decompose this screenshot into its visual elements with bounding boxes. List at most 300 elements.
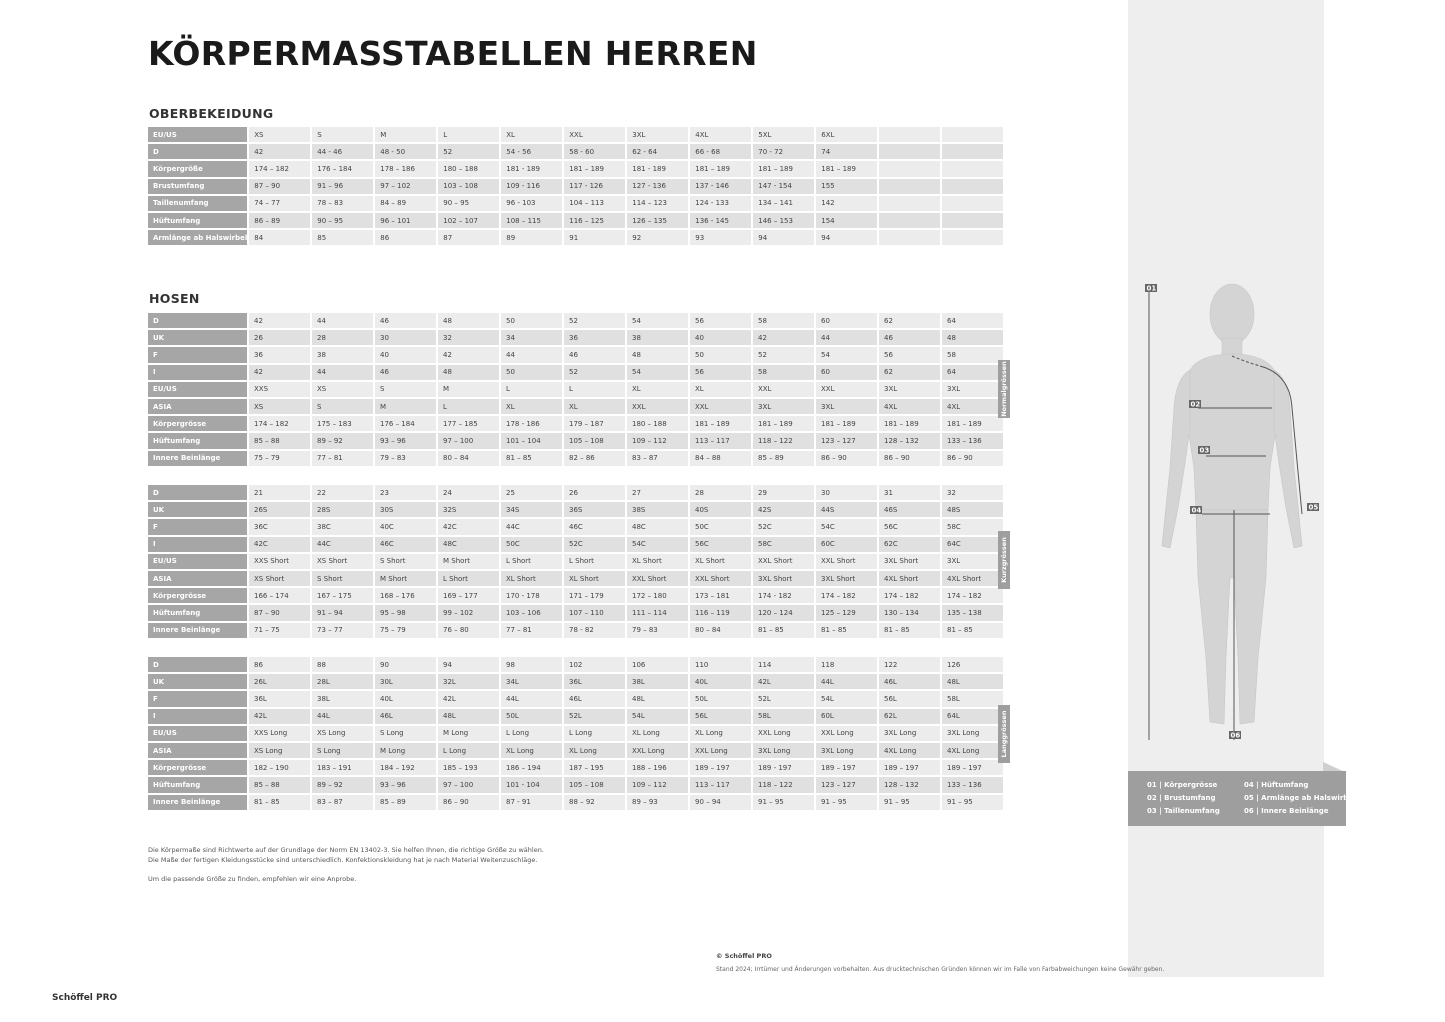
table-row: [148, 554, 1003, 571]
table-cell: 62: [879, 365, 940, 382]
table-row: [148, 709, 1003, 726]
table-cell: 166 – 174: [249, 588, 310, 605]
table-cell: 189 – 197: [942, 760, 1003, 777]
table-cell: 28L: [312, 674, 373, 691]
table-cell: 64C: [942, 537, 1003, 554]
table-row: [148, 399, 1003, 416]
table-cell: M: [438, 382, 499, 399]
row-label: D: [148, 144, 247, 161]
table-cell: S: [375, 382, 436, 399]
table-cell: 50: [501, 313, 562, 330]
table-cell: 130 – 134: [879, 605, 940, 622]
table-cell: 4XL Long: [879, 743, 940, 760]
table-row: [148, 161, 1003, 178]
table-cell: 81 – 85: [942, 623, 1003, 640]
table-cell: 54L: [627, 709, 688, 726]
table-cell: 52: [564, 365, 625, 382]
table-cell: 58L: [753, 709, 814, 726]
table-hosen-lang: [146, 657, 1005, 812]
table-cell: 123 – 127: [816, 433, 877, 450]
table-cell: 3XL: [816, 399, 877, 416]
table-cell: 174 - 182: [753, 588, 814, 605]
row-label: I: [148, 537, 247, 554]
row-label: Hüftumfang: [148, 213, 247, 230]
table-cell: 38C: [312, 519, 373, 536]
table-cell: 44L: [501, 691, 562, 708]
table-cell: M Long: [375, 743, 436, 760]
table-cell: L: [501, 382, 562, 399]
table-cell: 74 – 77: [249, 196, 310, 213]
table-cell: 169 – 177: [438, 588, 499, 605]
table-cell: 48L: [627, 691, 688, 708]
table-cell: 42S: [753, 502, 814, 519]
marker-06: 06: [1230, 731, 1241, 740]
table-cell: 52C: [753, 519, 814, 536]
table-cell: [942, 179, 1003, 196]
table-cell: 183 – 191: [312, 760, 373, 777]
table-row: [148, 674, 1003, 691]
table-cell: XS Short: [249, 571, 310, 588]
table-cell: 56L: [879, 691, 940, 708]
table-cell: 4XL: [690, 127, 751, 144]
copyright: © Schöffel PRO: [716, 952, 772, 960]
table-cell: [942, 127, 1003, 144]
marker-05: 05: [1308, 503, 1319, 512]
table-cell: 179 – 187: [564, 416, 625, 433]
table-cell: XXL Short: [753, 554, 814, 571]
table-cell: 6XL: [816, 127, 877, 144]
table-cell: XL Short: [564, 571, 625, 588]
table-cell: 113 – 117: [690, 777, 751, 794]
table-cell: 81 – 85: [753, 623, 814, 640]
table-cell: L: [438, 399, 499, 416]
table-cell: [879, 213, 940, 230]
table-cell: 126: [942, 657, 1003, 674]
row-label: Körpergröße: [148, 161, 247, 178]
table-cell: 28: [312, 330, 373, 347]
table-cell: [942, 230, 1003, 247]
table-cell: 62: [879, 313, 940, 330]
table-row: [148, 519, 1003, 536]
table-cell: XXL Long: [816, 726, 877, 743]
table-cell: 181 – 189: [816, 416, 877, 433]
table-cell: XS Short: [312, 554, 373, 571]
table-cell: 4XL: [879, 399, 940, 416]
table-cell: 86: [375, 230, 436, 247]
table-cell: XL: [501, 127, 562, 144]
row-label: UK: [148, 674, 247, 691]
table-cell: 90 – 94: [690, 795, 751, 812]
table-cell: 181 – 189: [879, 416, 940, 433]
table-cell: 4XL: [942, 399, 1003, 416]
table-cell: 3XL: [942, 554, 1003, 571]
table-cell: 136 - 145: [690, 213, 751, 230]
table-cell: 26L: [249, 674, 310, 691]
table-cell: 105 – 108: [564, 433, 625, 450]
table-cell: 85 – 88: [249, 777, 310, 794]
disclaimer: Stand 2024; Irrtümer und Änderungen vorbehalten. Aus drucktechnischen Gründen können wir im Falle von Farbabweichungen keine Gewähr geben.: [716, 966, 1165, 973]
table-cell: 128 – 132: [879, 777, 940, 794]
table-row: [148, 657, 1003, 674]
table-cell: XL Long: [564, 743, 625, 760]
row-label: EU/US: [148, 554, 247, 571]
table-cell: 84 – 88: [690, 451, 751, 468]
table-cell: 56: [690, 365, 751, 382]
row-label: Körpergrösse: [148, 588, 247, 605]
table-row: [148, 230, 1003, 247]
table-cell: M Short: [438, 554, 499, 571]
table-cell: 174 – 182: [942, 588, 1003, 605]
table-cell: L Short: [564, 554, 625, 571]
table-cell: 120 – 124: [753, 605, 814, 622]
table-cell: 4XL Short: [942, 571, 1003, 588]
table-cell: 3XL Short: [753, 571, 814, 588]
row-label: UK: [148, 330, 247, 347]
table-cell: 54: [627, 365, 688, 382]
table-cell: 116 – 119: [690, 605, 751, 622]
row-label: F: [148, 691, 247, 708]
table-cell: 91 – 94: [312, 605, 373, 622]
table-cell: 60L: [816, 709, 877, 726]
table-row: [148, 313, 1003, 330]
table-cell: 97 – 102: [375, 179, 436, 196]
table-cell: 86: [249, 657, 310, 674]
table-cell: 60: [816, 313, 877, 330]
marker-03: 03: [1199, 446, 1210, 455]
table-cell: 79 – 83: [627, 623, 688, 640]
table-cell: [942, 213, 1003, 230]
table-cell: 73 – 77: [312, 623, 373, 640]
table-row: [148, 588, 1003, 605]
row-label: Innere Beinlänge: [148, 451, 247, 468]
table-cell: 133 – 136: [942, 433, 1003, 450]
table-cell: 174 – 182: [816, 588, 877, 605]
table-cell: 93: [690, 230, 751, 247]
table-cell: 28S: [312, 502, 373, 519]
table-cell: 186 – 194: [501, 760, 562, 777]
table-cell: 189 - 197: [753, 760, 814, 777]
table-cell: 181 - 189: [627, 161, 688, 178]
table-cell: 58: [942, 347, 1003, 364]
table-cell: 71 – 75: [249, 623, 310, 640]
table-cell: 40C: [375, 519, 436, 536]
table-cell: 24: [438, 485, 499, 502]
table-cell: 3XL: [627, 127, 688, 144]
table-cell: 79 – 83: [375, 451, 436, 468]
table-cell: [942, 144, 1003, 161]
table-cell: 64L: [942, 709, 1003, 726]
table-cell: 46S: [879, 502, 940, 519]
table-cell: 3XL Short: [816, 571, 877, 588]
table-cell: 30L: [375, 674, 436, 691]
row-label: D: [148, 657, 247, 674]
table-cell: 48S: [942, 502, 1003, 519]
table-cell: 77 – 81: [501, 623, 562, 640]
table-cell: L Long: [564, 726, 625, 743]
table-cell: 42: [249, 365, 310, 382]
table-cell: 48L: [942, 674, 1003, 691]
table-row: [148, 179, 1003, 196]
table-cell: XXS Long: [249, 726, 310, 743]
table-cell: XXL: [816, 382, 877, 399]
table-cell: [942, 196, 1003, 213]
row-label: Innere Beinlänge: [148, 795, 247, 812]
table-cell: 52: [438, 144, 499, 161]
table-row: [148, 726, 1003, 743]
table-cell: [879, 127, 940, 144]
table-cell: 76 – 80: [438, 623, 499, 640]
table-cell: 118 – 122: [753, 777, 814, 794]
table-cell: 85 – 88: [249, 433, 310, 450]
table-cell: 80 – 84: [690, 623, 751, 640]
table-row: [148, 382, 1003, 399]
table-cell: 3XL: [942, 382, 1003, 399]
table-cell: 78 – 83: [312, 196, 373, 213]
table-cell: S Short: [375, 554, 436, 571]
table-cell: 58 - 60: [564, 144, 625, 161]
table-cell: L: [438, 127, 499, 144]
table-cell: 30: [375, 330, 436, 347]
table-cell: 91 – 95: [816, 795, 877, 812]
table-cell: 122: [879, 657, 940, 674]
table-cell: 48C: [438, 537, 499, 554]
section-title-hosen: HOSEN: [149, 291, 200, 306]
table-cell: 26: [564, 485, 625, 502]
table-row: [148, 537, 1003, 554]
table-cell: 107 – 110: [564, 605, 625, 622]
table-cell: XXL: [753, 382, 814, 399]
notes: [148, 845, 544, 884]
table-cell: 90 – 95: [438, 196, 499, 213]
table-cell: 46L: [375, 709, 436, 726]
table-cell: 40L: [375, 691, 436, 708]
legend-item-06: 06 | Innere Beinlänge: [1244, 807, 1329, 815]
table-cell: XS: [249, 127, 310, 144]
table-cell: 28: [690, 485, 751, 502]
table-cell: 4XL Long: [942, 743, 1003, 760]
table-cell: 147 - 154: [753, 179, 814, 196]
table-cell: 56: [690, 313, 751, 330]
table-cell: XXL Long: [753, 726, 814, 743]
table-cell: L Long: [501, 726, 562, 743]
table-cell: 60C: [816, 537, 877, 554]
table-cell: 54 - 56: [501, 144, 562, 161]
table-cell: 125 – 129: [816, 605, 877, 622]
table-cell: XS: [249, 399, 310, 416]
table-cell: 54: [627, 313, 688, 330]
legend-item-02: 02 | Brustumfang: [1147, 794, 1216, 802]
table-cell: 86 – 90: [438, 795, 499, 812]
table-cell: 181 – 189: [690, 416, 751, 433]
row-label: Innere Beinlänge: [148, 623, 247, 640]
table-cell: 44L: [816, 674, 877, 691]
table-row: [148, 127, 1003, 144]
row-label: Hüftumfang: [148, 605, 247, 622]
table-cell: 38L: [312, 691, 373, 708]
table-cell: 103 – 106: [501, 605, 562, 622]
table-cell: 48L: [438, 709, 499, 726]
marker-04: 04: [1191, 506, 1202, 515]
table-cell: 3XL Long: [816, 743, 877, 760]
table-cell: 54C: [627, 537, 688, 554]
table-cell: 87 - 91: [501, 795, 562, 812]
table-cell: 185 – 193: [438, 760, 499, 777]
table-cell: 54L: [816, 691, 877, 708]
table-cell: 44 - 46: [312, 144, 373, 161]
table-cell: 83 – 87: [312, 795, 373, 812]
table-cell: 167 – 175: [312, 588, 373, 605]
table-cell: 60: [816, 365, 877, 382]
table-cell: 181 – 189: [816, 161, 877, 178]
table-cell: 58C: [753, 537, 814, 554]
table-cell: 80 – 84: [438, 451, 499, 468]
table-cell: XS Long: [312, 726, 373, 743]
human-silhouette-icon: [1162, 284, 1302, 724]
row-label: ASIA: [148, 743, 247, 760]
table-cell: 189 – 197: [879, 760, 940, 777]
table-cell: 95 – 98: [375, 605, 436, 622]
table-cell: 146 – 153: [753, 213, 814, 230]
table-cell: 42L: [249, 709, 310, 726]
table-cell: 91 – 95: [753, 795, 814, 812]
table-row: [148, 213, 1003, 230]
table-cell: 174 – 182: [249, 161, 310, 178]
table-cell: 78 - 82: [564, 623, 625, 640]
table-cell: [879, 179, 940, 196]
table-cell: 176 – 184: [312, 161, 373, 178]
table-cell: 172 – 180: [627, 588, 688, 605]
measurement-legend: [1128, 771, 1356, 826]
table-cell: 85 – 89: [753, 451, 814, 468]
table-oberbekleidung: [146, 127, 1005, 247]
table-cell: 44: [312, 365, 373, 382]
table-cell: S Long: [312, 743, 373, 760]
table-cell: 48 - 50: [375, 144, 436, 161]
table-cell: 50L: [501, 709, 562, 726]
table-cell: 180 – 188: [438, 161, 499, 178]
table-cell: 189 – 197: [816, 760, 877, 777]
table-cell: 36L: [564, 674, 625, 691]
table-cell: 34S: [501, 502, 562, 519]
table-cell: 4XL Short: [879, 571, 940, 588]
table-cell: 114 – 123: [627, 196, 688, 213]
table-cell: 87 – 90: [249, 605, 310, 622]
table-cell: 99 – 102: [438, 605, 499, 622]
table-cell: 62 - 64: [627, 144, 688, 161]
table-cell: 66 - 68: [690, 144, 751, 161]
table-cell: 50C: [501, 537, 562, 554]
row-label: EU/US: [148, 127, 247, 144]
table-row: [148, 795, 1003, 812]
table-cell: XXS Short: [249, 554, 310, 571]
tab-kurzgroessen: Kurzgrössen: [998, 531, 1010, 589]
row-label: Brustumfang: [148, 179, 247, 196]
table-cell: [879, 161, 940, 178]
table-cell: 97 – 100: [438, 433, 499, 450]
row-label: Taillenumfang: [148, 196, 247, 213]
table-cell: 50: [501, 365, 562, 382]
table-cell: 181 – 189: [690, 161, 751, 178]
table-cell: 38S: [627, 502, 688, 519]
table-cell: 91 – 95: [879, 795, 940, 812]
table-cell: 40: [375, 347, 436, 364]
table-cell: 102 – 107: [438, 213, 499, 230]
table-cell: M: [375, 127, 436, 144]
table-cell: 97 – 100: [438, 777, 499, 794]
table-cell: 81 – 85: [816, 623, 877, 640]
table-row: [148, 196, 1003, 213]
table-cell: 94: [816, 230, 877, 247]
table-cell: 86 – 90: [816, 451, 877, 468]
table-cell: 58: [753, 365, 814, 382]
table-cell: 178 - 186: [501, 416, 562, 433]
table-cell: 86 – 89: [249, 213, 310, 230]
table-cell: XXL: [627, 399, 688, 416]
table-cell: 92: [627, 230, 688, 247]
legend-item-05: 05 | Armlänge ab Halswirbel: [1244, 794, 1356, 802]
table-cell: L: [564, 382, 625, 399]
table-hosen-kurz: [146, 485, 1005, 640]
table-cell: 62L: [879, 709, 940, 726]
table-cell: 42L: [438, 691, 499, 708]
table-row: [148, 365, 1003, 382]
table-cell: XXL Short: [627, 571, 688, 588]
table-cell: 31: [879, 485, 940, 502]
table-cell: 44C: [312, 537, 373, 554]
table-cell: 56C: [690, 537, 751, 554]
table-cell: 44C: [501, 519, 562, 536]
table-cell: XL: [690, 382, 751, 399]
table-cell: S: [312, 399, 373, 416]
table-cell: 86 – 90: [942, 451, 1003, 468]
body-measurement-figure: [1140, 278, 1320, 748]
table-cell: [879, 196, 940, 213]
table-cell: 42L: [753, 674, 814, 691]
table-cell: 58: [753, 313, 814, 330]
table-cell: 81 – 85: [879, 623, 940, 640]
table-cell: 50C: [690, 519, 751, 536]
row-label: ASIA: [148, 399, 247, 416]
table-row: [148, 433, 1003, 450]
table-cell: 174 – 182: [249, 416, 310, 433]
row-label: F: [148, 347, 247, 364]
page-title: KÖRPERMASSTABELLEN HERREN: [148, 34, 758, 73]
legend-item-04: 04 | Hüftumfang: [1244, 781, 1309, 789]
table-cell: 154: [816, 213, 877, 230]
note-line-2: Die Maße der fertigen Kleidungsstücke sind unterschiedlich. Konfektionskleidung hat je nach Material Weitenzuschläge.: [148, 856, 538, 864]
tab-normalgroessen: Normalgrössen: [1000, 361, 1008, 417]
table-cell: 91 – 95: [942, 795, 1003, 812]
table-cell: 29: [753, 485, 814, 502]
table-cell: 42: [249, 144, 310, 161]
table-cell: 89 – 92: [312, 433, 373, 450]
table-cell: 177 – 185: [438, 416, 499, 433]
marker-02: 02: [1190, 400, 1201, 409]
row-label: F: [148, 519, 247, 536]
table-cell: 180 – 188: [627, 416, 688, 433]
table-cell: 85: [312, 230, 373, 247]
table-cell: 3XL Long: [753, 743, 814, 760]
table-cell: 84: [249, 230, 310, 247]
table-cell: 62C: [879, 537, 940, 554]
table-cell: 90 – 95: [312, 213, 373, 230]
table-cell: 137 - 146: [690, 179, 751, 196]
brand-footer: Schöffel PRO: [52, 993, 118, 1003]
table-row: [148, 691, 1003, 708]
table-cell: 42: [438, 347, 499, 364]
table-cell: 36: [564, 330, 625, 347]
table-cell: 38: [627, 330, 688, 347]
